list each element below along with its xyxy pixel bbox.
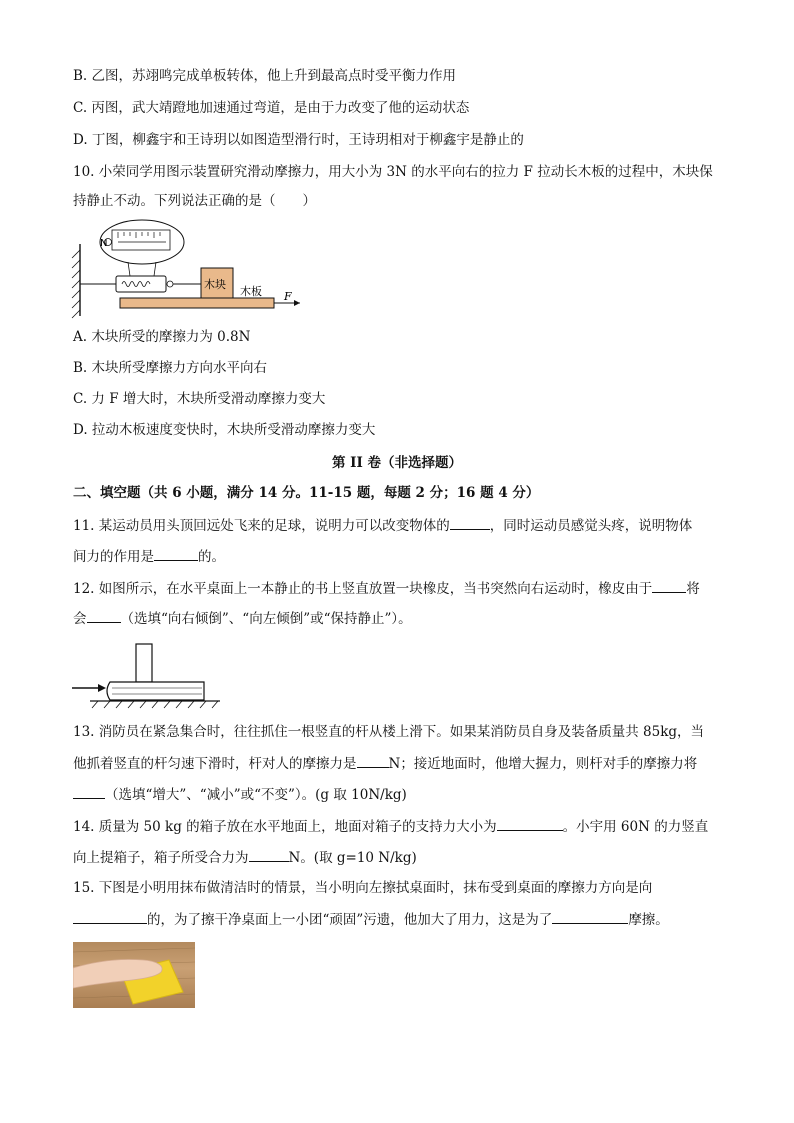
force-label: F <box>284 290 292 303</box>
q11-text-1: 11. 某运动员用头顶回远处飞来的足球，说明力可以改变物体的 <box>73 518 450 534</box>
q11-line1 <box>73 515 724 536</box>
q12-line1 <box>73 578 724 599</box>
q12-text-2: 将 <box>686 581 700 597</box>
q11-blank-2[interactable] <box>154 546 198 561</box>
q15-blank-1[interactable] <box>73 909 147 924</box>
q15-line2 <box>73 909 724 930</box>
q14-line2 <box>73 847 724 868</box>
q15-text-1: 的，为了擦干净桌面上一小团“顽固”污遗，他加大了用力，这是为了 <box>147 912 553 928</box>
q12-text-1: 12. 如图所示，在水平桌面上一本静止的书上竖直放置一块橡皮，当书突然向右运动时，橡皮由于 <box>73 581 653 597</box>
q9-option-b: B. 乙图，苏翊鸣完成单板转体，他上升到最高点时受平衡力作用 <box>73 68 457 84</box>
q13-line1: 13. 消防员在紧急集合时，往往抓住一根竖直的杆从楼上滑下。如果某消防员自身及装备质量共 85kg，当 <box>73 724 705 740</box>
section-heading: 二、填空题（共 6 小题，满分 14 分。11-15 题，每题 2 分；16 题 4 分） <box>73 485 540 501</box>
q13-line3 <box>73 784 724 805</box>
q10-stem-line2: 持静止不动。下列说法正确的是（ ） <box>73 193 316 209</box>
q14-text-2: 。小宇用 60N 的力竖直 <box>562 819 709 835</box>
eraser <box>136 644 152 682</box>
spring-scale-friction-figure <box>68 218 308 322</box>
q13-blank-1[interactable] <box>357 753 389 768</box>
q9-option-c: C. 丙图，武大靖蹬地加速通过弯道，是由于力改变了他的运动状态 <box>73 100 470 116</box>
board-label: 木板 <box>240 285 262 298</box>
q15-blank-2[interactable] <box>552 909 628 924</box>
q11-text-4: 的。 <box>198 549 225 565</box>
block-label: 木块 <box>204 278 226 291</box>
q12-blank-2[interactable] <box>87 608 121 623</box>
q13-text-3: （选填“增大”、“减小”或“不变”）。(g 取 10N/kg) <box>105 787 407 803</box>
q12-text-3: 会 <box>73 611 87 627</box>
q11-text-2: ，同时运动员感觉头疼，说明物体 <box>489 518 693 534</box>
q14-blank-2[interactable] <box>249 847 289 862</box>
q11-blank-1[interactable] <box>450 515 490 530</box>
q15-text-2: 摩擦。 <box>628 912 669 928</box>
q15-line1: 15. 下图是小明用抹布做清洁时的情景，当小明向左擦拭桌面时，抹布受到桌面的摩擦力方向是向 <box>73 880 653 896</box>
q11-text-3: 间力的作用是 <box>73 549 154 565</box>
dial-unit: N <box>100 238 108 249</box>
book <box>107 682 204 700</box>
q14-text-3: 向上提箱子，箱子所受合力为 <box>73 850 249 866</box>
q10-option-b: B. 木块所受摩擦力方向水平向右 <box>73 360 268 376</box>
book-eraser-figure <box>70 640 230 712</box>
q11-line2 <box>73 546 724 567</box>
section-title: 第 II 卷（非选择题） <box>331 455 463 471</box>
q9-option-d: D. 丁图，柳鑫宇和王诗玥以如图造型滑行时，王诗玥相对于柳鑫宇是静止的 <box>73 132 524 148</box>
wiping-table-photo <box>73 942 195 1008</box>
q14-text-4: N。(取 g=10 N/kg) <box>288 850 417 866</box>
q10-option-a: A. 木块所受的摩擦力为 0.8N <box>73 329 251 345</box>
q10-option-d: D. 拉动木板速度变快时，木块所受滑动摩擦力变大 <box>73 422 376 438</box>
q12-text-4: （选填“向右倾倒”、“向左倾倒”或“保持静止”）。 <box>120 611 412 627</box>
q13-text-2: N；接近地面时，他增大握力，则杆对手的摩擦力将 <box>388 756 698 772</box>
q13-blank-2[interactable] <box>73 784 105 799</box>
q13-line2 <box>73 753 724 774</box>
q14-blank-1[interactable] <box>497 816 563 831</box>
q13-text-1: 他抓着竖直的杆匀速下滑时，杆对人的摩擦力是 <box>73 756 357 772</box>
q10-option-c: C. 力 F 增大时，木块所受滑动摩擦力变大 <box>73 391 326 407</box>
q12-blank-1[interactable] <box>652 578 686 593</box>
q10-stem-line1: 10. 小荣同学用图示装置研究滑动摩擦力，用大小为 3N 的水平向右的拉力 F 拉动长木板的过程中，木块保 <box>73 164 713 180</box>
spring-scale <box>116 276 166 292</box>
q14-text-1: 14. 质量为 50 kg 的箱子放在水平地面上，地面对箱子的支持力大小为 <box>73 819 497 835</box>
q12-line2 <box>73 608 724 629</box>
wooden-board <box>120 298 274 308</box>
q14-line1 <box>73 816 724 837</box>
